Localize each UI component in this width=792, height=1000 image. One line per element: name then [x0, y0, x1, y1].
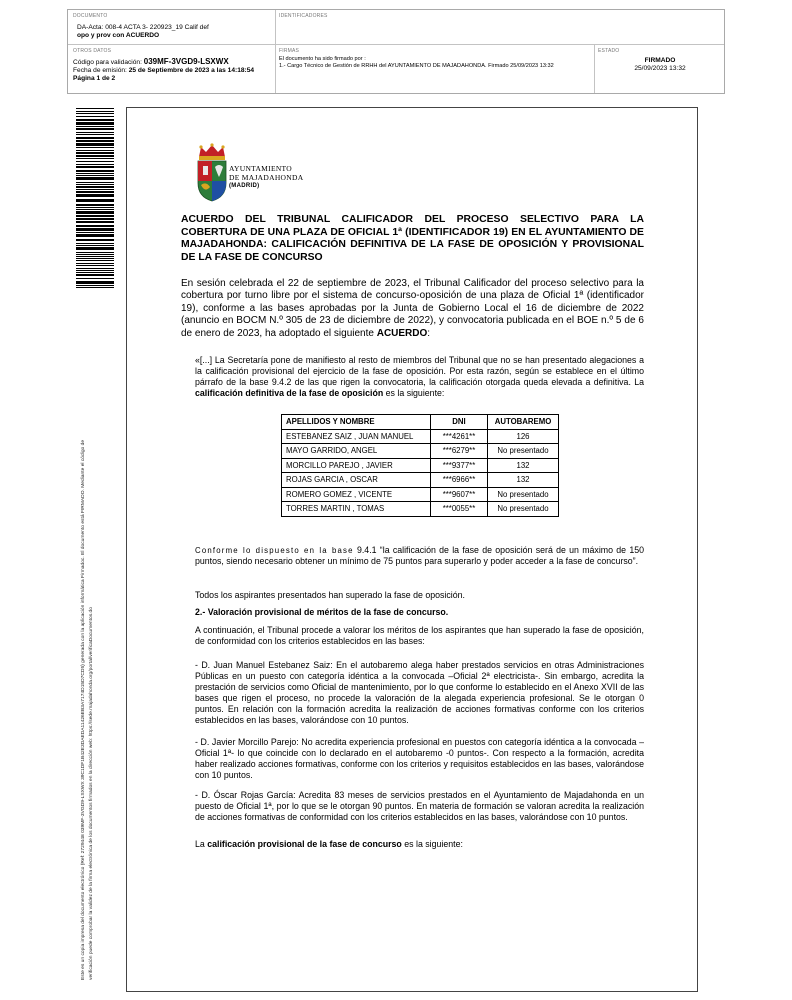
barcode-bar: [76, 287, 114, 288]
barcode-bar: [76, 285, 114, 286]
estado-date: 25/09/2023 13:32: [634, 65, 686, 72]
barcode: [76, 108, 114, 288]
row-name: ROMERO GOMEZ , VICENTE: [282, 487, 431, 502]
barcode-bar: [76, 265, 114, 266]
barcode-bar: [76, 189, 114, 190]
row-dni: ***9607**: [431, 487, 488, 502]
barcode-bar: [76, 147, 114, 148]
barcode-bar: [76, 177, 114, 180]
section-2-heading: 2.- Valoración provisional de méritos de la fase de concurso.: [195, 607, 449, 617]
identificadores-label: IDENTIFICADORES: [279, 13, 328, 19]
documento-label: DOCUMENTO: [73, 13, 108, 19]
barcode-bar: [76, 194, 114, 197]
barcode-bar: [76, 204, 114, 206]
document-header: [67, 9, 725, 94]
conforme-spaced: Conforme lo dispuesto en la base: [195, 546, 354, 555]
logo-line1: AYUNTAMIENTO: [229, 164, 292, 173]
barcode-bar: [76, 278, 114, 279]
barcode-bar: [76, 158, 114, 159]
barcode-bar: [76, 258, 114, 259]
barcode-bar: [76, 191, 114, 193]
table-row: [282, 502, 559, 517]
barcode-bar: [76, 161, 114, 162]
logo-line2: DE MAJADAHONDA: [229, 173, 304, 182]
row-dni: ***6966**: [431, 473, 488, 488]
row-name: MAYO GARRIDO, ANGEL: [282, 444, 431, 459]
barcode-bar: [76, 239, 114, 241]
pagina: Página 1 de 2: [73, 75, 116, 82]
barcode-bar: [76, 113, 114, 114]
juan-paragraph: - D. Juan Manuel Estebanez Saiz: En el autobaremo alega haber prestados servicios en otras Administraciones Públicas en un puesto con categoría idéntica a la convocada –Oficial 2ª electricista-. Sin embargo, acredita la prestación de servicios como Oficial de mantenimiento, por lo que conforme lo establecido en el Anexo XVII de las bases que rigen el proceso, no procede la valoración de la alegada experiencia profesional. Se le otorgan 0 puntos. En relación con la formación acredita la realización de acciones formativas conforme con los criterios establecidos en las bases, valorándose con 10 puntos.: [195, 660, 644, 725]
header-dni: DNI: [431, 415, 488, 430]
barcode-bar: [76, 232, 114, 233]
otros-datos-cell: [73, 48, 273, 83]
barcode-bar: [76, 225, 114, 227]
barcode-bar: [76, 228, 114, 231]
row-dni: ***0055**: [431, 502, 488, 517]
row-name: ESTEBANEZ SAIZ , JUAN MANUEL: [282, 429, 431, 444]
intro-paragraph: [181, 278, 644, 340]
intro-bold: ACUERDO: [376, 327, 428, 339]
quote-paragraph: [195, 355, 644, 399]
barcode-bar: [76, 268, 114, 269]
barcode-bar: [76, 270, 114, 271]
barcode-bar: [76, 247, 114, 250]
results-table: [281, 414, 559, 517]
barcode-bar: [76, 256, 114, 257]
oscar-paragraph: - D. Óscar Rojas García: Acredita 83 meses de servicios prestados en el Ayuntamiento de Majadahonda en un puesto de Oficial 1ª, por lo que se le otorgan 90 puntos. En materia de formación se valoran acredita la realización de acciones formativas de conformidad con los criterios establecidos en las bases, valorándose con 10 puntos.: [195, 790, 644, 822]
row-autobaremo: 132: [488, 458, 559, 473]
final-end: es la siguiente:: [401, 839, 463, 849]
barcode-bar: [76, 175, 114, 176]
barcode-bar: [76, 126, 114, 127]
javier-paragraph: - D. Javier Morcillo Parejo: No acredita experiencia profesional en puestos con categoría idéntica a la convocada –Oficial 1ª- lo que coincide con lo declarado en el autobaremo -0 puntos-. Con respecto a la formación, acredita haber realizado acciones formativas, conforme con los criterios y requisitos establecidos en las bases, valorándose con 10 puntos.: [195, 737, 644, 780]
row-dni: ***6279**: [431, 444, 488, 459]
barcode-bar: [76, 152, 114, 154]
barcode-bar: [76, 128, 114, 130]
row-dni: ***9377**: [431, 458, 488, 473]
firmas-cell: [279, 48, 591, 70]
estado-value: FIRMADO: [644, 57, 676, 64]
barcode-bar: [76, 140, 114, 142]
barcode-bar: [76, 184, 114, 185]
quote-end: es la siguiente:: [383, 388, 445, 398]
barcode-bar: [76, 150, 114, 151]
fecha-value: 25 de Septiembre de 2023 a las 14:18:54: [128, 67, 255, 74]
barcode-bar: [76, 252, 114, 253]
verification-side-text: [80, 300, 98, 980]
conforme-paragraph: [195, 545, 644, 567]
documento-line2: opo y prov con ACUERDO: [77, 32, 160, 39]
row-autobaremo: No presentado: [488, 444, 559, 459]
barcode-bar: [76, 119, 114, 121]
barcode-bar: [76, 221, 114, 223]
documento-cell: [73, 13, 273, 40]
table-row: [282, 473, 559, 488]
barcode-bar: [76, 166, 114, 168]
barcode-bar: [76, 209, 114, 210]
documento-line1: DA-Acta: 008-4 ACTA 3- 220923_19 Calif def: [77, 24, 209, 31]
side-text-line1: Este es un copia impresa del documento electrónico (Ref: 2729448 039MF-3VGD9-LSXWX 39C1DF1B42E3DAEDA11426EB3A7174D15D7CD5) generada con la aplicación informática Firmadoc. El documento está FIRMADO. Mediante el código de: [81, 439, 86, 980]
table-row: [282, 458, 559, 473]
quote-text: «[...] La Secretaría pone de manifiesto al resto de miembros del Tribunal que no se han presentado alegaciones a la calificación provisional del ejercicio de la fase de oposición. Por esta razón, según se establece en el último párrafo de la base 9.4.2 de las que rigen la convocatoria, la calificación otorgada queda elevada a definitiva. La: [195, 355, 644, 387]
row-autobaremo: 126: [488, 429, 559, 444]
barcode-bar: [76, 182, 114, 183]
row-autobaremo: No presentado: [488, 487, 559, 502]
row-autobaremo: No presentado: [488, 502, 559, 517]
barcode-bar: [76, 243, 114, 244]
firmas-line2: 1.- Cargo Técnico de Gestión de RRHH del AYUNTAMIENTO DE MAJADAHONDA. Firmado 25/09/2023 13:32: [279, 63, 554, 69]
estado-cell: [598, 48, 722, 73]
table-row: [282, 444, 559, 459]
final-bold: calificación provisional de la fase de concurso: [207, 839, 402, 849]
barcode-bar: [76, 272, 114, 273]
barcode-bar: [76, 186, 114, 188]
firmas-label: FIRMAS: [279, 48, 300, 54]
logo-name: [229, 164, 303, 191]
conforme-text: 9.4.1 “la calificación de la fase de oposición será de un máximo de 150 puntos, siendo necesario obtener un mínimo de 75 puntos para superarlo y poder acceder a la fase de concurso”.: [195, 545, 645, 566]
barcode-bar: [76, 137, 114, 139]
barcode-bar: [76, 234, 114, 237]
barcode-bar: [76, 170, 114, 172]
coat-of-arms-icon: [195, 143, 229, 203]
estado-label: ESTADO: [598, 48, 620, 54]
identificadores-cell: [279, 13, 328, 19]
barcode-bar: [76, 199, 114, 202]
barcode-bar: [76, 218, 114, 220]
barcode-bar: [76, 134, 114, 135]
barcode-bar: [76, 211, 114, 214]
barcode-bar: [76, 122, 114, 125]
barcode-bar: [76, 245, 114, 246]
barcode-bar: [76, 254, 114, 255]
barcode-bar: [76, 111, 114, 112]
barcode-bar: [76, 164, 114, 165]
continuacion-paragraph: A continuación, el Tribunal procede a valorar los méritos de los aspirantes que han superado la fase de oposición, de conformidad con los criterios establecidos en las bases:: [195, 625, 644, 646]
header-name: APELLIDOS Y NOMBRE: [282, 415, 431, 430]
barcode-bar: [76, 215, 114, 217]
row-name: TORRES MARTIN , TOMAS: [282, 502, 431, 517]
final-paragraph: [195, 839, 644, 850]
barcode-bar: [76, 281, 114, 284]
barcode-bar: [76, 274, 114, 276]
row-autobaremo: 132: [488, 473, 559, 488]
table-header-row: [282, 415, 559, 430]
codigo-prefix: Código para validación:: [73, 59, 144, 66]
intro-text: En sesión celebrada el 22 de septiembre de 2023, el Tribunal Calificador del proceso selectivo para la cobertura por turno libre por el sistema de concurso-oposición de una plaza de Oficial 1ª (identificador 19), conforme a las bases aprobadas por la Junta de Gobierno Local el 16 de diciembre de 2022 (anuncio en BOCM N.º 305 de 23 de diciembre de 2022), y convocatoria publicada en el BOE n.º 5 de 6 de enero de 2023, ha adoptado el siguiente: [181, 278, 644, 339]
document-title: ACUERDO DEL TRIBUNAL CALIFICADOR DEL PROCESO SELECTIVO PARA LA COBERTURA DE UNA PLAZA DE OFICIAL 1ª (IDENTIFICADOR 19) EN EL AYUNTAMIENTO DE MAJADAHONDA: CALIFICACIÓN DEFINITIVA DE LA FASE DE OPOSICIÓN Y PROVISIONAL DE LA FASE DE CONCURSO: [181, 214, 644, 263]
barcode-bar: [76, 143, 114, 146]
barcode-bar: [76, 116, 114, 117]
final-pre: La: [195, 839, 208, 849]
barcode-bar: [76, 207, 114, 208]
todos-paragraph: Todos los aspirantes presentados han superado la fase de oposición.: [195, 590, 465, 600]
intro-end: :: [427, 327, 431, 339]
barcode-bar: [76, 173, 114, 174]
table-row: [282, 429, 559, 444]
quote-bold: calificación definitiva de la fase de oposición: [195, 388, 384, 398]
barcode-bar: [76, 260, 114, 261]
header-autobaremo: AUTOBAREMO: [488, 415, 559, 430]
side-text-line2: verificación puede comprobar la validez de la firma electrónica de los documentos firmados en la dirección web: https://sede.majadahonda.org/portal/verificaDocumentos.do: [89, 607, 94, 980]
barcode-bar: [76, 108, 114, 109]
barcode-bar: [76, 263, 114, 264]
codigo-value: 039MF-3VGD9-LSXWX: [143, 57, 229, 66]
barcode-bar: [76, 132, 114, 133]
fecha-prefix: Fecha de emisión:: [73, 67, 129, 74]
barcode-bar: [76, 155, 114, 157]
logo-line3: (MADRID): [229, 183, 260, 189]
firmas-line1: El documento ha sido firmado por :: [279, 56, 366, 62]
table-row: [282, 487, 559, 502]
row-name: MORCILLO PAREJO , JAVIER: [282, 458, 431, 473]
row-name: ROJAS GARCIA , OSCAR: [282, 473, 431, 488]
row-dni: ***4261**: [431, 429, 488, 444]
otros-datos-label: OTROS DATOS: [73, 48, 112, 54]
